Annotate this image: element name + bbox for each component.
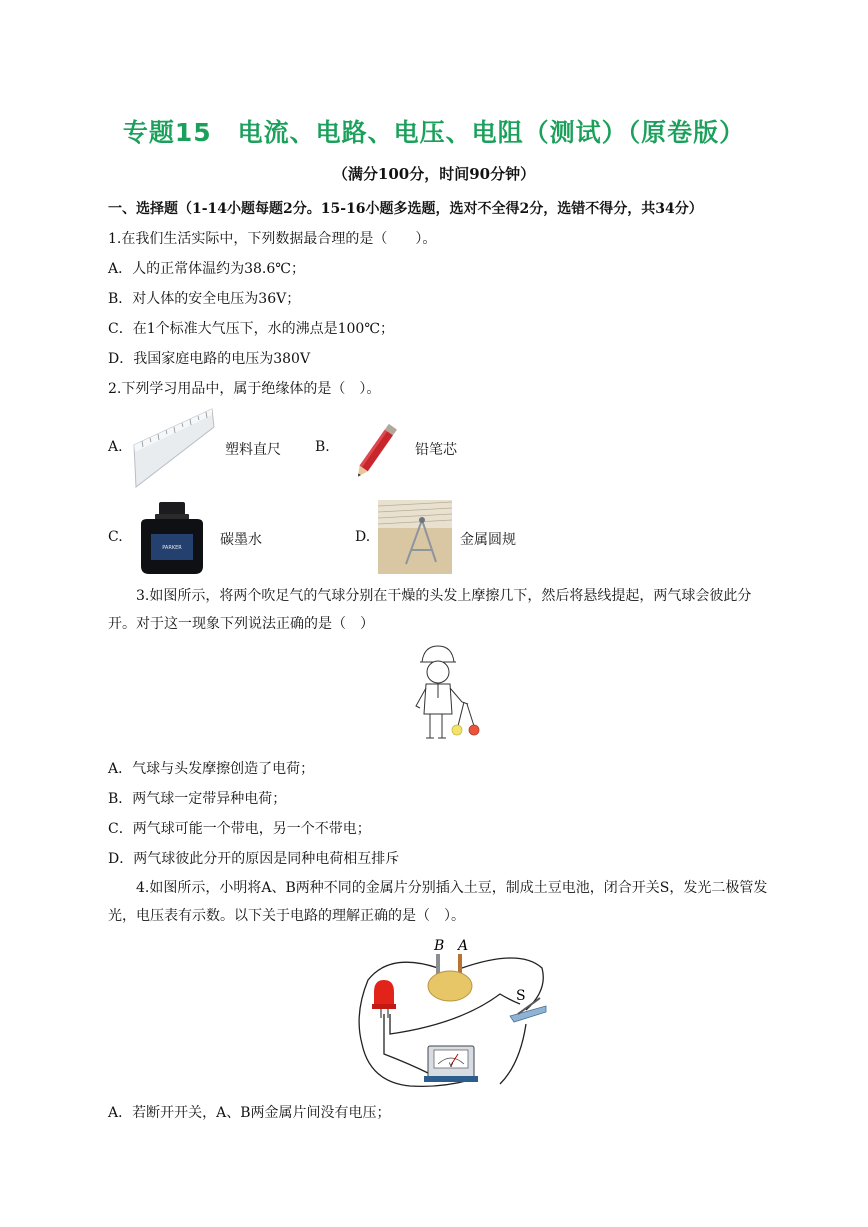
- label-a: A: [458, 938, 469, 954]
- q2-option-b-letter: B.: [315, 439, 330, 455]
- q1-stem: 1.在我们生活实际中，下列数据最合理的是（ ）。: [108, 231, 437, 247]
- ink-bottle-image: [137, 500, 207, 576]
- voltmeter-icon: [424, 1046, 478, 1082]
- label-v: V: [448, 1062, 454, 1069]
- q2-option-c-text: 碳墨水: [220, 532, 262, 548]
- boy-balloons-image: [412, 642, 484, 746]
- q1-option-c: C．在1个标准大气压下，水的沸点是100℃；: [108, 321, 395, 337]
- q4-option-a: A．若断开开关，A、B两金属片间没有电压；: [108, 1105, 391, 1121]
- q2-option-d-letter: D.: [355, 529, 371, 545]
- q1-option-b: B．对人体的安全电压为36V；: [108, 291, 301, 307]
- q2-option-a-text: 塑料直尺: [225, 442, 281, 458]
- q3-stem: [108, 582, 788, 638]
- ink-brand-label: PARKER: [162, 545, 182, 551]
- q4-stem: [108, 874, 788, 930]
- q3-stem-line-1: 3.如图所示，将两个吹足气的气球分别在干燥的头发上摩擦几下，然后将悬线提起，两气球会彼此分: [136, 588, 752, 604]
- q2-stem: 2.下列学习用品中，属于绝缘体的是（ ）。: [108, 381, 381, 397]
- potato-battery-circuit-image: [350, 934, 550, 1090]
- q2-option-a-letter: A.: [108, 439, 123, 455]
- led-icon: [372, 980, 396, 1018]
- q3-option-d: D．两气球彼此分开的原因是同种电荷相互排斥: [108, 851, 400, 867]
- q2-option-b-text: 铅笔芯: [415, 442, 457, 458]
- section-heading: 一、选择题（1-14小题每题2分。15-16小题多选题，选对不全得2分，选错不得分，共34分）: [108, 201, 703, 217]
- q4-stem-line-2: 光，电压表有示数。以下关于电路的理解正确的是（ ）。: [108, 908, 465, 924]
- q3-option-b: B．两气球一定带异种电荷；: [108, 791, 287, 807]
- label-s: S: [516, 988, 526, 1004]
- q2-option-d-text: 金属圆规: [460, 532, 516, 548]
- ruler-image: [128, 405, 216, 489]
- compass-image: [378, 500, 452, 574]
- q3-stem-line-2: 开。对于这一现象下列说法正确的是（ ）: [108, 616, 374, 632]
- pencil-image: [345, 412, 411, 484]
- document-title: 专题15 电流、电路、电压、电阻（测试）（原卷版）: [122, 118, 746, 147]
- q1-option-d: D．我国家庭电路的电压为380V: [108, 351, 311, 367]
- label-b: B: [434, 938, 445, 954]
- q2-option-c-letter: C.: [108, 529, 123, 545]
- q3-option-c: C．两气球可能一个带电，另一个不带电；: [108, 821, 371, 837]
- q1-option-a: A．人的正常体温约为38.6℃；: [108, 261, 305, 277]
- q3-option-a: A．气球与头发摩擦创造了电荷；: [108, 761, 315, 777]
- document-subtitle: （满分100分，时间90分钟）: [332, 165, 536, 183]
- q4-stem-line-1: 4.如图所示，小明将A、B两种不同的金属片分别插入土豆，制成土豆电池，闭合开关S，发光二极管发: [136, 880, 768, 896]
